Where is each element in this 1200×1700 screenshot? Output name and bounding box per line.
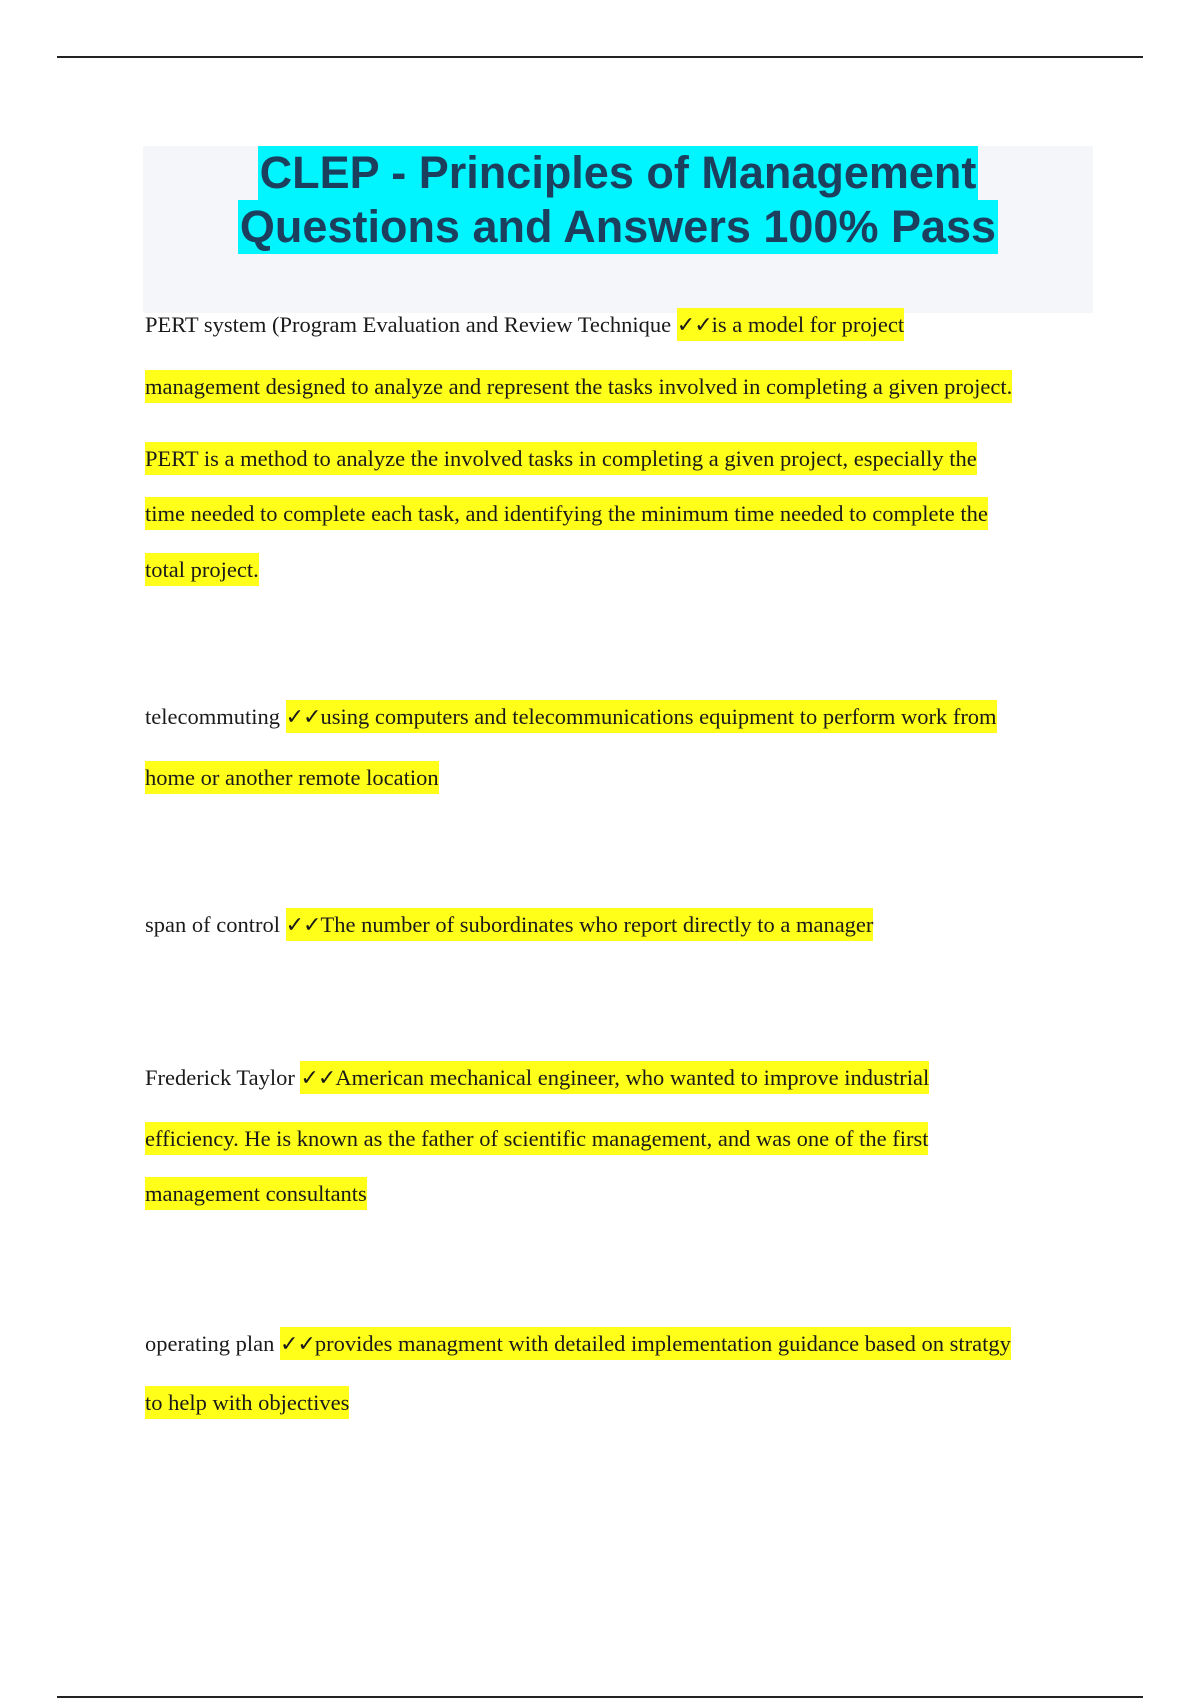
- entry-line: [145, 557, 259, 583]
- entry-line: [145, 446, 977, 472]
- entry-term: PERT system (Program Evaluation and Review Technique: [145, 312, 672, 337]
- title-line-1: CLEP - Principles of Management: [259, 147, 977, 198]
- double-check-icon: ✓✓: [676, 313, 712, 338]
- double-check-icon: ✓✓: [285, 705, 321, 730]
- entry-term: telecommuting: [145, 704, 280, 729]
- double-check-icon: ✓✓: [285, 913, 321, 938]
- entry-term: Frederick Taylor: [145, 1065, 295, 1090]
- bottom-rule: [57, 1696, 1143, 1698]
- entry-answer: ✓✓is a model for project: [677, 308, 904, 341]
- entry-line: [145, 912, 873, 938]
- entry-answer: time needed to complete each task, and identifying the minimum time needed to complete the: [145, 497, 988, 530]
- entry-line: [145, 1065, 929, 1091]
- entry-term: operating plan: [145, 1331, 275, 1356]
- entry-answer: ✓✓The number of subordinates who report directly to a manager: [286, 908, 874, 941]
- entry-term: span of control: [145, 912, 280, 937]
- entry-answer: total project.: [145, 553, 259, 586]
- entry-answer: management consultants: [145, 1177, 367, 1210]
- title-line-2: Questions and Answers 100% Pass: [239, 201, 997, 252]
- entry-line: [145, 1181, 367, 1207]
- entry-answer: management designed to analyze and represent the tasks involved in completing a given project.: [145, 370, 1012, 403]
- entry-line: [145, 704, 997, 730]
- entry-line: [145, 1126, 928, 1152]
- entry-answer: efficiency. He is known as the father of scientific management, and was one of the first: [145, 1122, 928, 1155]
- double-check-icon: ✓✓: [279, 1332, 315, 1357]
- entry-answer: to help with objectives: [145, 1386, 349, 1419]
- entry-answer: PERT is a method to analyze the involved tasks in completing a given project, especially the: [145, 442, 977, 475]
- entry-line: [145, 312, 904, 338]
- entry-line: [145, 501, 988, 527]
- document-title: [143, 146, 1093, 313]
- top-rule: [57, 56, 1143, 58]
- entry-line: [145, 1331, 1011, 1357]
- entry-answer: ✓✓using computers and telecommunications equipment to perform work from: [286, 700, 997, 733]
- entry-answer: home or another remote location: [145, 761, 439, 794]
- entry-line: [145, 1390, 349, 1416]
- entry-line: [145, 765, 439, 791]
- entry-answer: ✓✓provides managment with detailed implementation guidance based on stratgy: [280, 1327, 1011, 1360]
- entry-answer: ✓✓American mechanical engineer, who wanted to improve industrial: [300, 1061, 929, 1094]
- entry-line: [145, 374, 1012, 400]
- double-check-icon: ✓✓: [300, 1066, 336, 1091]
